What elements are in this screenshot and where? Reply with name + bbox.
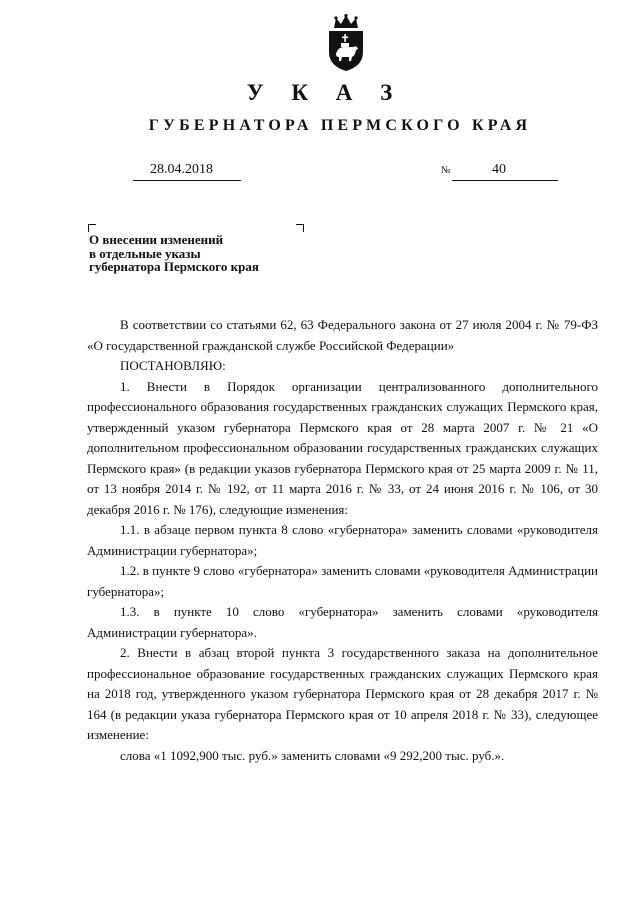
document-body [87,315,598,766]
document-date: 28.04.2018 [150,162,213,177]
preamble-paragraph: В соответствии со статьями 62, 63 Федерального закона от 27 июля 2004 г. № 79-ФЗ «О государственной гражданской службе Российской Федерации» [87,317,598,353]
clause-1-1-paragraph: 1.1. в абзаце первом пункта 8 слово «губернатора» заменить словами «руководителя Администрации губернатора»; [87,522,598,558]
document-number: 40 [492,162,506,177]
document-issuer: ГУБЕРНАТОРА ПЕРМСКОГО КРАЯ [148,117,532,134]
clause-1-paragraph: 1. Внести в Порядок организации централизованного дополнительного профессионального образования государственных гражданских служащих Пермского края, утвержденный указом губернатора Пермского края от 28 марта 2007 г. № 21 «О дополнительном профессиональном образовании государственных гражданских служащих Пермского края» (в редакции указов губернатора Пермского края от 25 марта 2009 г. № 11, от 13 ноября 2014 г. № 192, от 11 марта 2016 г. № 33, от 24 июня 2016 г. № 106, от 30 декабря 2016 г. № 176), следующие изменения: [87,378,598,517]
subject-line: губернатора Пермского края [89,259,259,274]
document-title: У К А З [246,80,404,105]
subject-corner-left [88,224,96,232]
number-field [452,162,558,181]
decree-word: ПОСТАНОВЛЯЮ: [120,358,226,373]
coat-of-arms-icon [326,14,366,72]
subject-line: в отдельные указы [89,245,201,261]
clause-1-2-paragraph: 1.2. в пункте 9 слово «губернатора» заменить словами «руководителя Администрации губернатора»; [87,563,598,599]
clause-2-change-paragraph: слова «1 1092,900 тыс. руб.» заменить словами «9 292,200 тыс. руб.». [120,747,505,763]
subject-line: О внесении изменений [89,232,224,247]
subject-corner-right [296,224,304,232]
date-field [133,162,241,181]
number-label: № [441,165,451,176]
clause-2-paragraph: 2. Внести в абзац второй пункта 3 государственного заказа на дополнительное профессиональное образование государственных гражданских служащих Пермского края на 2018 год, утвержденного указом губернатора Пермского края от 28 декабря 2017 г. № 164 (в редакции указа губернатора Пермского края от 10 апреля 2018 г. № 33), следующее изменение: [87,645,598,742]
clause-1-3-paragraph: 1.3. в пункте 10 слово «губернатора» заменить словами «руководителя Администрации губернатора». [87,604,598,640]
document-subject [89,233,349,274]
